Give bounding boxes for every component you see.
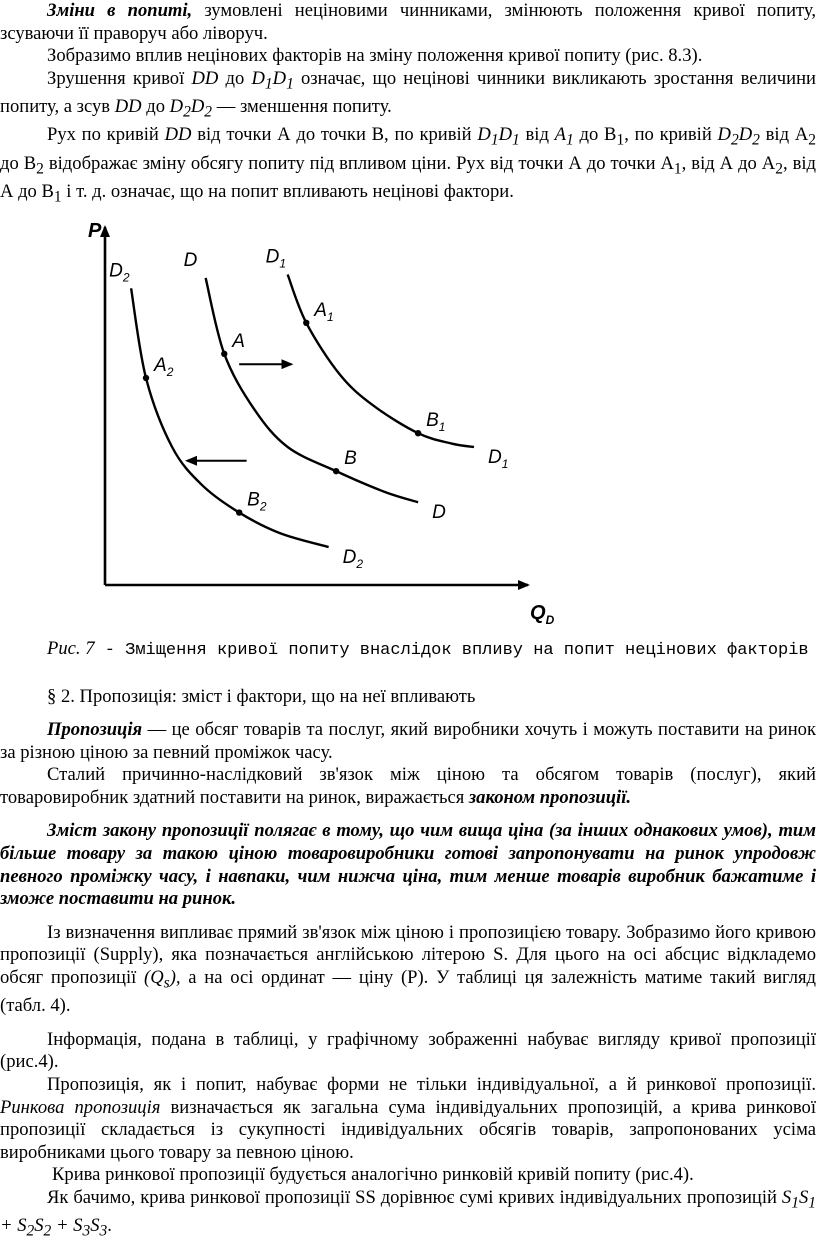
label-point-A1: $A_1$ bbox=[314, 300, 334, 325]
paragraph-demand-changes: Зміни в попиті, зумовлені неціновими чинниками, змінюють положення кривої попиту, зсуваючи її праворуч або ліворуч. bbox=[0, 0, 816, 44]
paragraph-nonprice-factors: Зобразимо вплив нецінових факторів на зміну положення кривої попиту (рис. 8.3). bbox=[47, 45, 703, 67]
point-B2 bbox=[236, 510, 242, 516]
label-D2-start: $D_2$ bbox=[109, 260, 130, 285]
label-D1-start: $D_1$ bbox=[265, 246, 287, 271]
caption-number: Рис. 7 bbox=[47, 638, 95, 660]
term-supply: Пропозиція bbox=[47, 718, 143, 740]
paragraph-supply-law-content: Зміст закону пропозиції полягає в тому, що чим вища ціна (за інших однакових умов), тим більше товару за такою ціною товаровиробники готові запропонувати на ринок упродовж певного проміжку часу, і навпаки, чим нижча ціна, тим менше товарів виробник бажатиме і зможе поставити на ринок. bbox=[0, 820, 816, 910]
term-market-supply: Ринкова пропозиція bbox=[0, 1096, 161, 1118]
label-point-A2: $A_2$ bbox=[154, 355, 174, 380]
label-D-start: D bbox=[183, 250, 198, 272]
label-D-end: D bbox=[432, 502, 446, 524]
curve-D bbox=[206, 278, 418, 502]
label-point-B2: $B_2$ bbox=[247, 489, 267, 514]
curve-D2 bbox=[131, 289, 329, 548]
paragraph-table-info: Інформація, подана в таблиці, у графічному зображенні набуває вигляду кривої пропозиції (рис.4). bbox=[0, 1028, 816, 1073]
point-A2 bbox=[143, 375, 149, 381]
paragraph-market-supply: Пропозиція, як і попит, набуває форми не тільки індивідуальної, а й ринкової пропозиції. Ринкова пропозиція визначається як загальна сума індивідуальних пропозицій, а крива ринкової пропозиції складається із сукупності індивідуальних обсягів товарів, запропонованих усіма виробниками цього товару за певною ціною. bbox=[0, 1073, 816, 1163]
paragraph-ss-sum: Як бачимо, крива ринкової пропозиції SS дорівнює сумі кривих індивідуальних пропозицій $S_1S_1 + S_2S_2 + S_3S_3$. bbox=[0, 1186, 816, 1240]
y-axis-label: P bbox=[88, 220, 102, 243]
label-D2-end: $D_2$ bbox=[342, 547, 364, 572]
label-point-B1: $B_1$ bbox=[426, 410, 446, 435]
label-point-B: B bbox=[344, 448, 357, 470]
paragraph-movement-along-curve: Рух по кривій DD від точки А до точки В, по кривій $D_1D_1$ від $A_1$ до $В_1$, по кривій $D_2D_2$ від $А_2$ до $В_2$ відображає зміну обсягу попиту під впливом ціни. Рух від точки А до точки $А_1$, від А до $А_2$, від А до $В_1$ і т. д. означає, що на попит впливають нецінові фактори. bbox=[0, 124, 816, 206]
demand-shift-figure bbox=[0, 219, 816, 637]
demand-shift-chart bbox=[0, 219, 580, 637]
paragraph-supply-definition: Пропозиція — це обсяг товарів та послуг, який виробники хочуть і можуть поставити на ринок за різною ціною за певний проміжок часу. bbox=[0, 718, 816, 763]
point-A bbox=[221, 351, 227, 357]
label-point-A: A bbox=[232, 331, 245, 353]
label-D1-end: $D_1$ bbox=[488, 447, 509, 472]
x-axis-label: $Q_D$ bbox=[530, 602, 555, 628]
term-supply-law: законом пропозиції. bbox=[468, 786, 632, 808]
section-heading: § 2. Пропозиція: зміст і фактори, що на неї впливають bbox=[47, 686, 476, 708]
point-B1 bbox=[415, 430, 421, 436]
caption-text: Зміщення кривої попиту внаслідок впливу на попит нецінових факторів bbox=[125, 641, 809, 661]
paragraph-supply-curve: Із визначення випливає прямий зв'язок між ціною і пропозицією товару. Зобразимо його кривою пропозиції (Supply), яка позначається англійською літерою S. Для цього на осі абсцис відкладемо обсяг пропозиції $(Q_s)$, а на осі ординат — ціну (Р). У таблиці ця залежність матиме такий вигляд (табл. 4). bbox=[0, 921, 816, 1017]
point-A1 bbox=[303, 320, 309, 326]
point-B bbox=[333, 468, 339, 474]
paragraph-market-curve: Крива ринкової пропозиції будується аналогічно ринковій кривій попиту (рис.4). bbox=[52, 1164, 694, 1186]
figure-caption: Рис. 7 - Зміщення кривої попиту внаслідок впливу на попит нецінових факторів bbox=[47, 638, 809, 661]
paragraph-curve-shift: Зрушення кривої DD до $D_1D_1$ означає, що нецінові чинники викликають зростання величини попиту, а зсув DD до $D_2D_2$ — зменшення попиту. bbox=[0, 67, 816, 121]
paragraph-supply-law-intro: Сталий причинно-наслідковий зв'язок між ціною та обсягом товарів (послуг), який товаровиробник здатний поставити на ринок, виражається законом пропозиції. bbox=[0, 764, 816, 808]
term-demand-changes: Зміни в попиті, bbox=[47, 0, 193, 21]
